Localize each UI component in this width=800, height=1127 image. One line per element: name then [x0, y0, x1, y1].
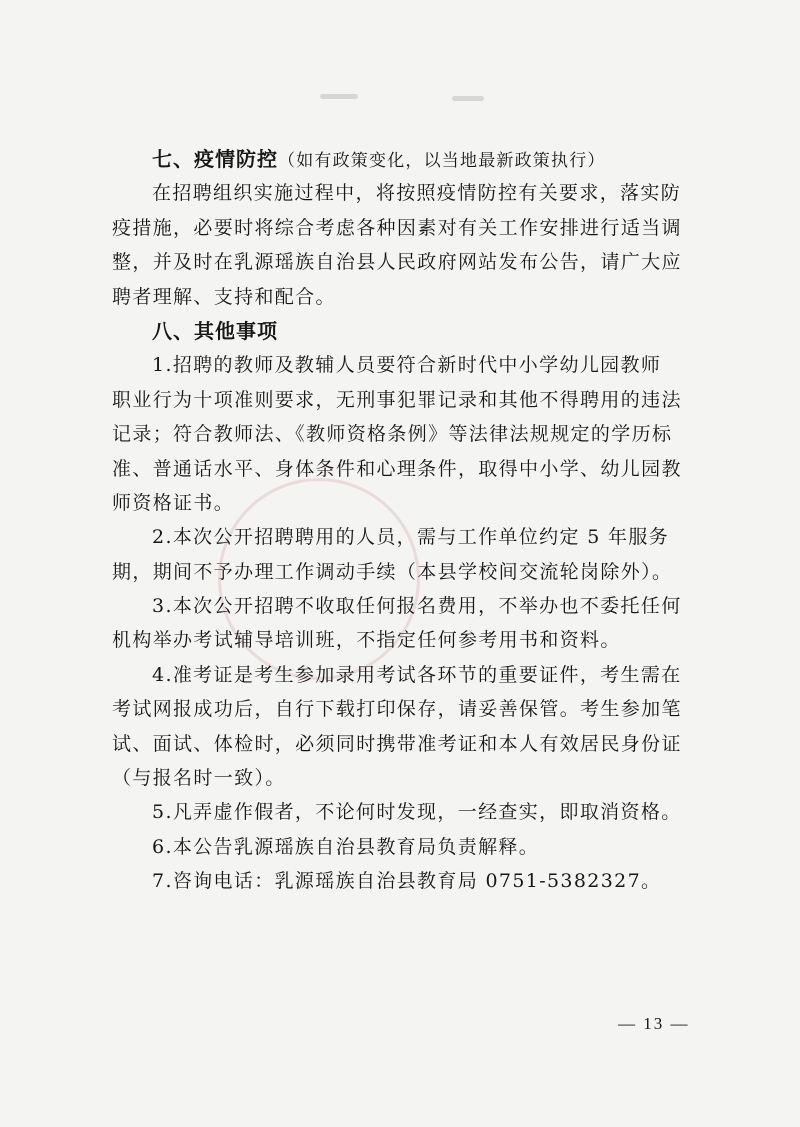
section-7-line-2: 疫措施，必要时将综合考虑各种因素对有关工作安排进行适当调 — [112, 216, 682, 239]
section-8-line-9: 机构举办考试辅导培训班，不指定任何参考用书和资料。 — [112, 629, 621, 652]
section-8-heading: 八、其他事项 — [152, 318, 278, 343]
section-7-heading: 七、疫情防控 — [152, 147, 278, 171]
section-7-line-1: 在招聘组织实施过程中，将按照疫情防控有关要求，落实防 — [152, 182, 682, 205]
section-7-note: （如有政策变化，以当地最新政策执行） — [278, 151, 606, 171]
section-8-line-1: 1.招聘的教师及教辅人员要符合新时代中小学幼儿园教师 — [152, 354, 662, 377]
section-8-line-14: 5.凡弄虚作假者，不论何时发现，一经查实，即取消资格。 — [152, 801, 682, 824]
section-7-line-3: 整，并及时在乳源瑶族自治县人民政府网站发布公告，请广大应 — [112, 251, 682, 274]
section-7-heading-line — [112, 142, 702, 176]
section-8-line-16: 7.咨询电话：乳源瑶族自治县教育局 0751-5382327。 — [152, 870, 662, 893]
section-7-line-4: 聘者理解、支持和配合。 — [112, 285, 336, 308]
section-8-line-6: 2.本次公开招聘聘用的人员，需与工作单位约定 5 年服务 — [152, 526, 670, 549]
section-8-line-7: 期，期间不予办理工作调动手续（本县学校间交流轮岗除外）。 — [112, 560, 673, 583]
section-8-line-15: 6.本公告乳源瑶族自治县教育局负责解释。 — [152, 835, 540, 858]
section-8-line-4: 准、普通话水平、身体条件和心理条件，取得中小学、幼儿园教 — [112, 457, 682, 480]
scan-artifact-top-left — [320, 94, 358, 99]
section-8-line-11: 考试网报成功后，自行下载打印保存，请妥善保管。考生参加笔 — [112, 698, 682, 721]
section-8-line-12: 试、面试、体检时，必须同时携带准考证和本人有效居民身份证 — [112, 732, 682, 755]
section-8-line-10: 4.准考证是考生参加录用考试各环节的重要证件，考生需在 — [152, 663, 682, 686]
section-8-line-13: （与报名时一致）。 — [112, 767, 286, 790]
section-8-line-5: 师资格证书。 — [112, 491, 235, 514]
page-number: — 13 — — [618, 1014, 690, 1033]
document-body — [112, 142, 702, 899]
section-8-line-2: 职业行为十项准则要求，无刑事犯罪记录和其他不得聘用的违法 — [112, 388, 682, 411]
section-8-line-3: 记录；符合教师法、《教师资格条例》等法律法规规定的学历标 — [112, 423, 673, 446]
scan-artifact-top-right — [452, 96, 484, 101]
section-8-line-8: 3.本次公开招聘不收取任何报名费用，不举办也不委托任何 — [152, 595, 682, 618]
